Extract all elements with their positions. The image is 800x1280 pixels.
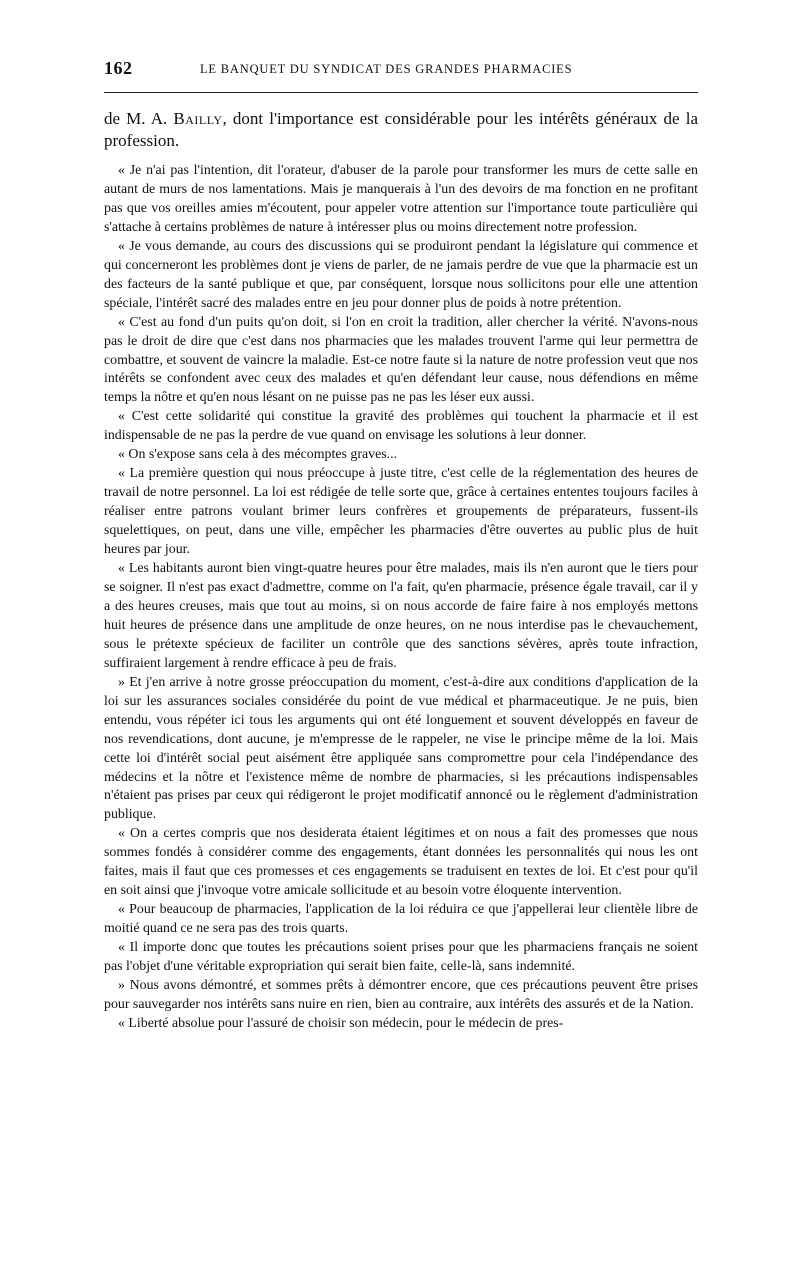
speech-paragraph: « Je n'ai pas l'intention, dit l'orateur, d'abuser de la parole pour transformer les murs de cette salle en autant de murs de nos lamentations. Mais je manquerais à l'un des devoirs de ma fonction en ne profitant pas que vos oreilles amies m'écoutent, pour appeler votre attention sur l'importance toute particulière qui s'attache à certains problèmes de nature à intéresser plus ou moins directement notre profession.	[104, 163, 698, 235]
speaker-name: Bailly	[173, 109, 223, 128]
speech-paragraph: « Les habitants auront bien vingt-quatre heures pour être malades, mais ils n'en auront que le tiers pour se soigner. Il n'est pas exact d'admettre, comme on l'a fait, qu'en pharmacie, présence égale travail, car il y a des heures creuses, mais que tout au moins, si on nous accorde de faire faire à nos employés mettons huit heures de présence dans une amplitude de onze heures, on ne nous interdise pas le chevauchement, sous le prétexte spécieux de faciliter un contrôle que des sanctions sévères, après toute infraction, suffiraient largement à rendre efficace à peu de frais.	[104, 561, 698, 671]
speech-paragraph: « C'est au fond d'un puits qu'on doit, si l'on en croit la tradition, aller chercher la vérité. N'avons-nous pas le droit de dire que c'est dans nos pharmacies que les malades trouvent l'arme qui leur permettra de combattre, et souvent de vaincre la maladie. Est-ce notre faute si la nature de notre profession veut que nos intérêts se confondent avec ceux des malades et qu'en défendant leur cause, nous défendions en même temps la nôtre et qu'en nous lésant on ne puisse pas ne pas les léser eux aussi.	[104, 314, 698, 406]
speech-paragraph: « La première question qui nous préoccupe à juste titre, c'est celle de la réglementation des heures de travail de notre personnel. La loi est rédigée de telle sorte que, grâce à certaines ententes toujours faciles à réaliser entre patrons voulant brimer leurs confrères et groupements de préparateurs, fussent-ils squelettiques, on peut, dans une ville, empêcher les pharmacies d'être ouvertes au public plus de huit heures par jour.	[104, 466, 698, 558]
page-number: 162	[104, 58, 133, 78]
speech-paragraph: » Nous avons démontré, et sommes prêts à démontrer encore, que ces précautions peuvent être prises pour sauvegarder nos intérêts sans nuire en rien, bien au contraire, aux intérêts des assurés et de la Nation.	[104, 977, 698, 1012]
intro-suffix: , dont l'importance est considérable pour les intérêts généraux de la profession.	[104, 109, 699, 150]
intro-prefix: de M. A.	[104, 109, 174, 128]
speech-paragraph: » Et j'en arrive à notre grosse préoccupation du moment, c'est-à-dire aux conditions d'application de la loi sur les assurances sociales considérée du point de vue médical et pharmaceutique. Je ne puis, bien entendu, vous répéter ici tous les arguments qui ont été longuement et souvent développés en faveur de nos revendications, dont aucune, je m'empresse de le rappeler, ne vise le principe même de la loi. Mais cette loi d'intérêt social peut aisément être appliquée sans compromettre pour cela l'indépendance des médecins et la nôtre et l'existence même de nombre de pharmacies, si les précautions indispensables n'étaient pas prises par ceux qui rédigeront le projet modificatif annoncé ou le règlement d'administration publique.	[104, 674, 698, 823]
speech-paragraph: « Je vous demande, au cours des discussions qui se produiront pendant la législature qui commence et qui concerneront les problèmes dont je viens de parler, de ne jamais perdre de vue que la pharmacie est un des facteurs de la santé publique et que, par conséquent, lorsque nous sollicitons pour elle une attention spéciale, l'intérêt sacré des malades entre en jeu pour donner plus de poids à notre prétention.	[104, 238, 698, 311]
header-rule	[104, 92, 698, 93]
speech-body	[104, 162, 698, 1034]
speech-paragraph: « C'est cette solidarité qui constitue la gravité des problèmes qui touchent la pharmacie et il est indispensable de ne pas la perdre de vue quand on envisage les solutions à leur donner.	[104, 409, 698, 444]
speech-paragraph: « On a certes compris que nos desiderata étaient légitimes et on nous a fait des promesses que nous sommes fondés à considérer comme des engagements, étant données les personnalités qui nous les ont faites, mais il faut que ces promesses et ces engagements se traduisent en textes de loi. Et c'est pour qu'il en soit ainsi que j'invoque votre amicale sollicitude et au besoin votre éloquente intervention.	[104, 826, 698, 899]
speech-paragraph: « On s'expose sans cela à des mécomptes graves...	[118, 447, 398, 463]
speech-paragraph: « Pour beaucoup de pharmacies, l'application de la loi réduira ce que j'appellerai leur clientèle libre de moitié quand ce ne sera pas des trois quarts.	[104, 902, 698, 937]
speech-paragraph: « Liberté absolue pour l'assuré de choisir son médecin, pour le médecin de pres-	[118, 1015, 564, 1031]
intro-paragraph	[104, 108, 698, 152]
page-header	[104, 58, 698, 84]
running-head: LE BANQUET DU SYNDICAT DES GRANDES PHARMACIES	[200, 62, 573, 76]
speech-paragraph: « Il importe donc que toutes les précautions soient prises pour que les pharmaciens français ne soient pas l'objet d'une véritable expropriation qui serait bien faite, celle-là, sans indemnité.	[104, 940, 698, 975]
